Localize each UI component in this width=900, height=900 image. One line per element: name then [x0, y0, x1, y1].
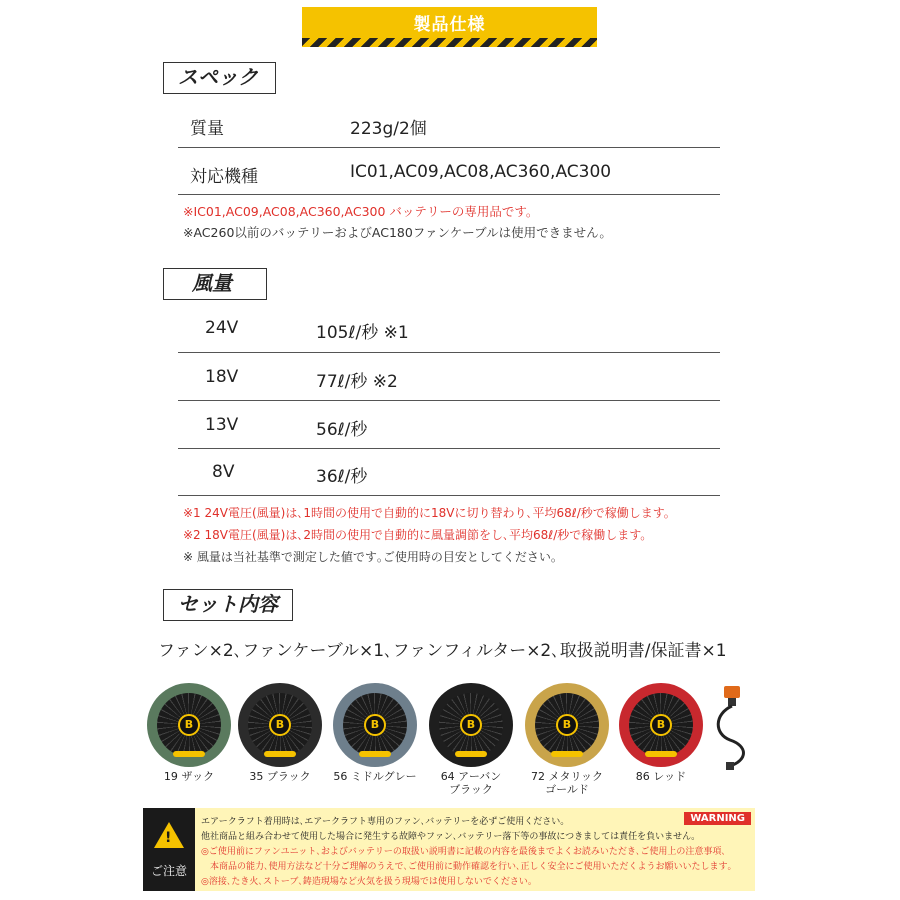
banner-title: 製品仕様 — [413, 15, 486, 35]
warning-side — [143, 808, 195, 891]
fan-color-label: 19 ザック — [163, 770, 215, 783]
warning-badge: WARNING — [684, 812, 751, 825]
warning-line: エアークラフト着用時は､エアークラフト専用のファン､バッテリーを必ずご使用ください｡ — [201, 817, 565, 827]
warning-line: 他社商品と組み合わせて使用した場合に発生する故障やファン､バッテリー落下等の事故につきましては責任を負いません｡ — [201, 832, 696, 842]
fan-cable-icon — [708, 684, 756, 770]
fan-hub-logo-icon: B — [650, 714, 672, 736]
spec-label-weight: 質量 — [190, 119, 224, 139]
airflow-note-3: ※ 風量は当社基準で測定した値です｡ご使用時の目安としてください。 — [183, 550, 563, 564]
fan-brand-logo-icon — [551, 751, 583, 757]
fan-color-label: 72 メタリック ゴールド — [530, 770, 604, 796]
set-heading: セット内容 — [163, 589, 293, 621]
fan-color-label: 64 アーバン ブラック — [440, 770, 502, 796]
fan-color-label: 35 ブラック — [249, 770, 311, 783]
fan-item — [333, 683, 417, 767]
warning-line: ◎ご使用前にファンユニット､およびバッテリーの取扱い説明書に記載の内容を最後までよくお読みいただき､ご使用上の注意事項､ — [201, 847, 726, 857]
exclamation-icon: ! — [165, 830, 172, 846]
fan-hub-logo-icon: B — [364, 714, 386, 736]
airflow-value-8v: 36ℓ/秒 — [316, 467, 368, 487]
warning-line: 本商品の能力､使用方法など十分ご理解のうえで､ご使用前に動作確認を行い､正しく安全にご使用いただくようお願いいたします｡ — [201, 862, 733, 872]
spec-value-models: IC01,AC09,AC08,AC360,AC300 — [350, 162, 612, 182]
spec-label-models: 対応機種 — [190, 167, 258, 187]
fan-item — [429, 683, 513, 767]
spec-value-weight: 223g/2個 — [350, 119, 427, 139]
fan-brand-logo-icon — [264, 751, 296, 757]
fan-brand-logo-icon — [455, 751, 487, 757]
airflow-voltage-18v: 18V — [205, 367, 239, 387]
warning-panel — [143, 808, 755, 891]
banner-stripes — [302, 38, 597, 47]
fan-hub-logo-icon: B — [178, 714, 200, 736]
fan-color-label: 86 レッド — [635, 770, 687, 783]
divider — [178, 194, 720, 195]
airflow-heading: 風量 — [163, 268, 267, 300]
divider — [178, 495, 720, 496]
set-contents-text: ファン×2､ファンケーブル×1､ファンフィルター×2､取扱説明書/保証書×1 — [158, 641, 727, 661]
fan-brand-logo-icon — [359, 751, 391, 757]
spec-note-incompatible: ※AC260以前のバッテリーおよびAC180ファンケーブルは使用できません。 — [183, 225, 612, 240]
spec-note-compatible: ※IC01,AC09,AC08,AC360,AC300 バッテリーの専用品です。 — [183, 204, 539, 219]
fan-color-label: 56 ミドルグレー — [333, 770, 417, 783]
airflow-note-1: ※1 24V電圧(風量)は､1時間の使用で自動的に18Vに切り替わり､平均68ℓ/秒で稼働します。 — [183, 506, 676, 520]
airflow-voltage-13v: 13V — [205, 415, 239, 435]
fan-brand-logo-icon — [645, 751, 677, 757]
warning-line: ◎溶接､たき火､ストーブ､鋳造現場など火気を扱う現場では使用しないでください｡ — [201, 877, 533, 887]
airflow-voltage-24v: 24V — [205, 318, 239, 338]
divider — [178, 448, 720, 449]
fan-hub-logo-icon: B — [460, 714, 482, 736]
fan-item — [619, 683, 703, 767]
airflow-value-24v: 105ℓ/秒 ※1 — [316, 323, 409, 343]
fan-brand-logo-icon — [173, 751, 205, 757]
airflow-voltage-8v: 8V — [212, 462, 235, 482]
airflow-note-2: ※2 18V電圧(風量)は､2時間の使用で自動的に風量調節をし､平均68ℓ/秒で稼働します。 — [183, 528, 653, 542]
spec-heading: スペック — [163, 62, 276, 94]
fan-item — [147, 683, 231, 767]
fan-item — [525, 683, 609, 767]
divider — [178, 352, 720, 353]
section-banner — [302, 7, 597, 47]
airflow-value-18v: 77ℓ/秒 ※2 — [316, 372, 398, 392]
warning-side-label: ご注意 — [150, 864, 187, 878]
fan-item — [238, 683, 322, 767]
divider — [178, 147, 720, 148]
divider — [178, 400, 720, 401]
fan-hub-logo-icon: B — [269, 714, 291, 736]
airflow-value-13v: 56ℓ/秒 — [316, 420, 368, 440]
fan-hub-logo-icon: B — [556, 714, 578, 736]
